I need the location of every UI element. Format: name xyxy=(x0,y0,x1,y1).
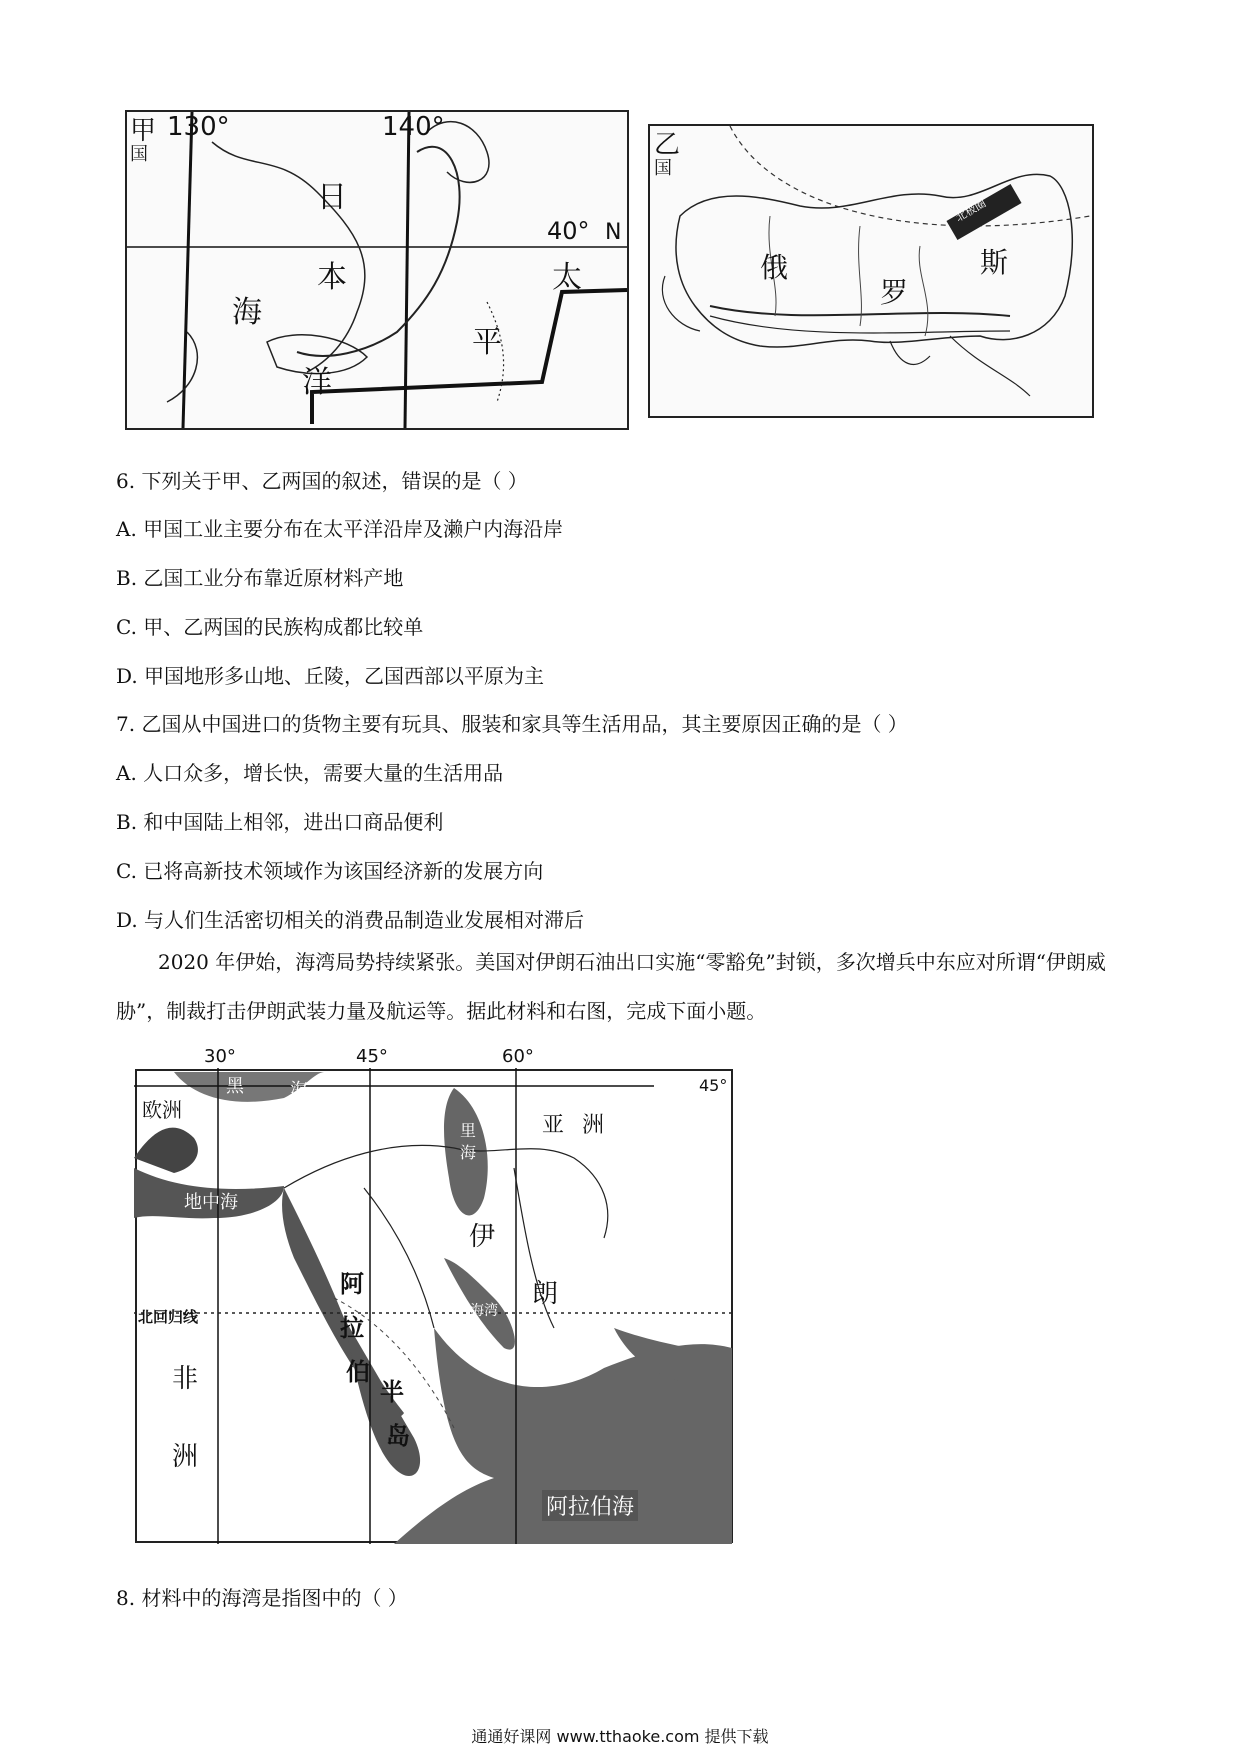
map-russia xyxy=(648,124,1094,418)
north-label: N xyxy=(605,220,622,245)
lat-40-label: 40° xyxy=(547,217,590,245)
label-red-sea-1: 红 xyxy=(314,1361,328,1377)
label-black-sea-1: 黑 xyxy=(226,1076,244,1097)
label-black-sea-2: 海 xyxy=(290,1080,308,1101)
question-7-option-d: D. 与人们生活密切相关的消费品制造业发展相对滞后 xyxy=(116,908,585,932)
label-ping: 平 xyxy=(472,325,502,360)
middle-east-map-drawing xyxy=(134,1068,734,1544)
label-africa-2: 洲 xyxy=(172,1442,199,1472)
label-arabia-1: 阿 xyxy=(340,1270,364,1298)
lon-30-label: 30° xyxy=(204,1046,236,1067)
question-7-option-a: A. 人口众多，增长快，需要大量的生活用品 xyxy=(116,761,504,785)
label-tai: 太 xyxy=(552,260,582,295)
lon-140-label: 140° xyxy=(382,112,445,142)
question-6-option-d: D. 甲国地形多山地、丘陵，乙国西部以平原为主 xyxy=(116,664,545,688)
label-si: 斯 xyxy=(980,246,1009,279)
question-7-option-b: B. 和中国陆上相邻，进出口商品便利 xyxy=(116,810,444,834)
label-mediterranean: 地中海 xyxy=(184,1192,238,1213)
label-yang: 洋 xyxy=(302,365,332,400)
label-red-sea-2: 海 xyxy=(328,1431,342,1447)
arctic-circle-sign: 北极圈 xyxy=(953,196,989,225)
label-hai: 海 xyxy=(232,295,262,330)
map-russia-label-bottom: 国 xyxy=(654,158,672,179)
label-e: 俄 xyxy=(760,251,789,284)
label-luo: 罗 xyxy=(880,276,909,309)
question-6-option-a: A. 甲国工业主要分布在太平洋沿岸及濑户内海沿岸 xyxy=(116,517,564,541)
map-middle-east xyxy=(134,1046,734,1544)
lon-60-label: 60° xyxy=(502,1046,534,1067)
label-asia-2: 洲 xyxy=(582,1113,605,1138)
label-arabia-4: 半 xyxy=(380,1378,404,1406)
label-caspian-2: 海 xyxy=(460,1143,477,1162)
label-arabia-3: 伯 xyxy=(346,1358,370,1386)
question-7-option-c: C. 已将高新技术领域作为该国经济新的发展方向 xyxy=(116,859,544,883)
label-arabian-sea: 阿拉伯海 xyxy=(542,1490,638,1521)
map-japan xyxy=(125,110,629,430)
label-tropic: 北回归线 xyxy=(138,1308,199,1326)
label-africa-1: 非 xyxy=(172,1364,199,1394)
lat-45-label: 45° xyxy=(699,1076,728,1095)
question-6-option-c: C. 甲、乙两国的民族构成都比较单 xyxy=(116,615,424,639)
material-paragraph: 2020 年伊始，海湾局势持续紧张。美国对伊朗石油出口实施“零豁免”封锁，多次增兵中东应对所谓“伊朗威胁”，制裁打击伊朗武装力量及航运等。据此材料和右图，完成下面小题。 xyxy=(116,950,1106,1023)
label-ben: 本 xyxy=(317,260,347,295)
label-iran-2: 朗 xyxy=(532,1279,559,1309)
label-iran-1: 伊 xyxy=(469,1222,496,1252)
label-caspian-1: 里 xyxy=(460,1121,477,1140)
question-7-stem: 7. 乙国从中国进口的货物主要有玩具、服装和家具等生活用品，其主要原因正确的是（ ） xyxy=(116,712,908,736)
label-arabia-2: 拉 xyxy=(340,1314,364,1342)
russia-map-drawing xyxy=(650,126,1092,416)
question-8-stem: 8. 材料中的海湾是指图中的（ ） xyxy=(116,1586,408,1610)
label-europe: 欧洲 xyxy=(142,1098,182,1122)
map-japan-label-top: 甲 xyxy=(130,116,157,146)
label-asia-1: 亚 xyxy=(542,1113,565,1138)
question-6-option-b: B. 乙国工业分布靠近原材料产地 xyxy=(116,566,404,590)
map-russia-label-top: 乙 xyxy=(654,130,681,160)
label-arabia-5: 岛 xyxy=(386,1422,410,1450)
map-japan-label-bottom: 国 xyxy=(130,144,148,165)
lon-45-label: 45° xyxy=(356,1046,388,1067)
label-gulf: 海湾 xyxy=(470,1303,498,1319)
lon-130-label: 130° xyxy=(167,112,230,142)
page-footer: 通通好课网 www.tthaoke.com 提供下载 xyxy=(471,1727,769,1746)
question-6-stem: 6. 下列关于甲、乙两国的叙述，错误的是（ ） xyxy=(116,469,528,493)
label-ri: 日 xyxy=(317,180,347,215)
